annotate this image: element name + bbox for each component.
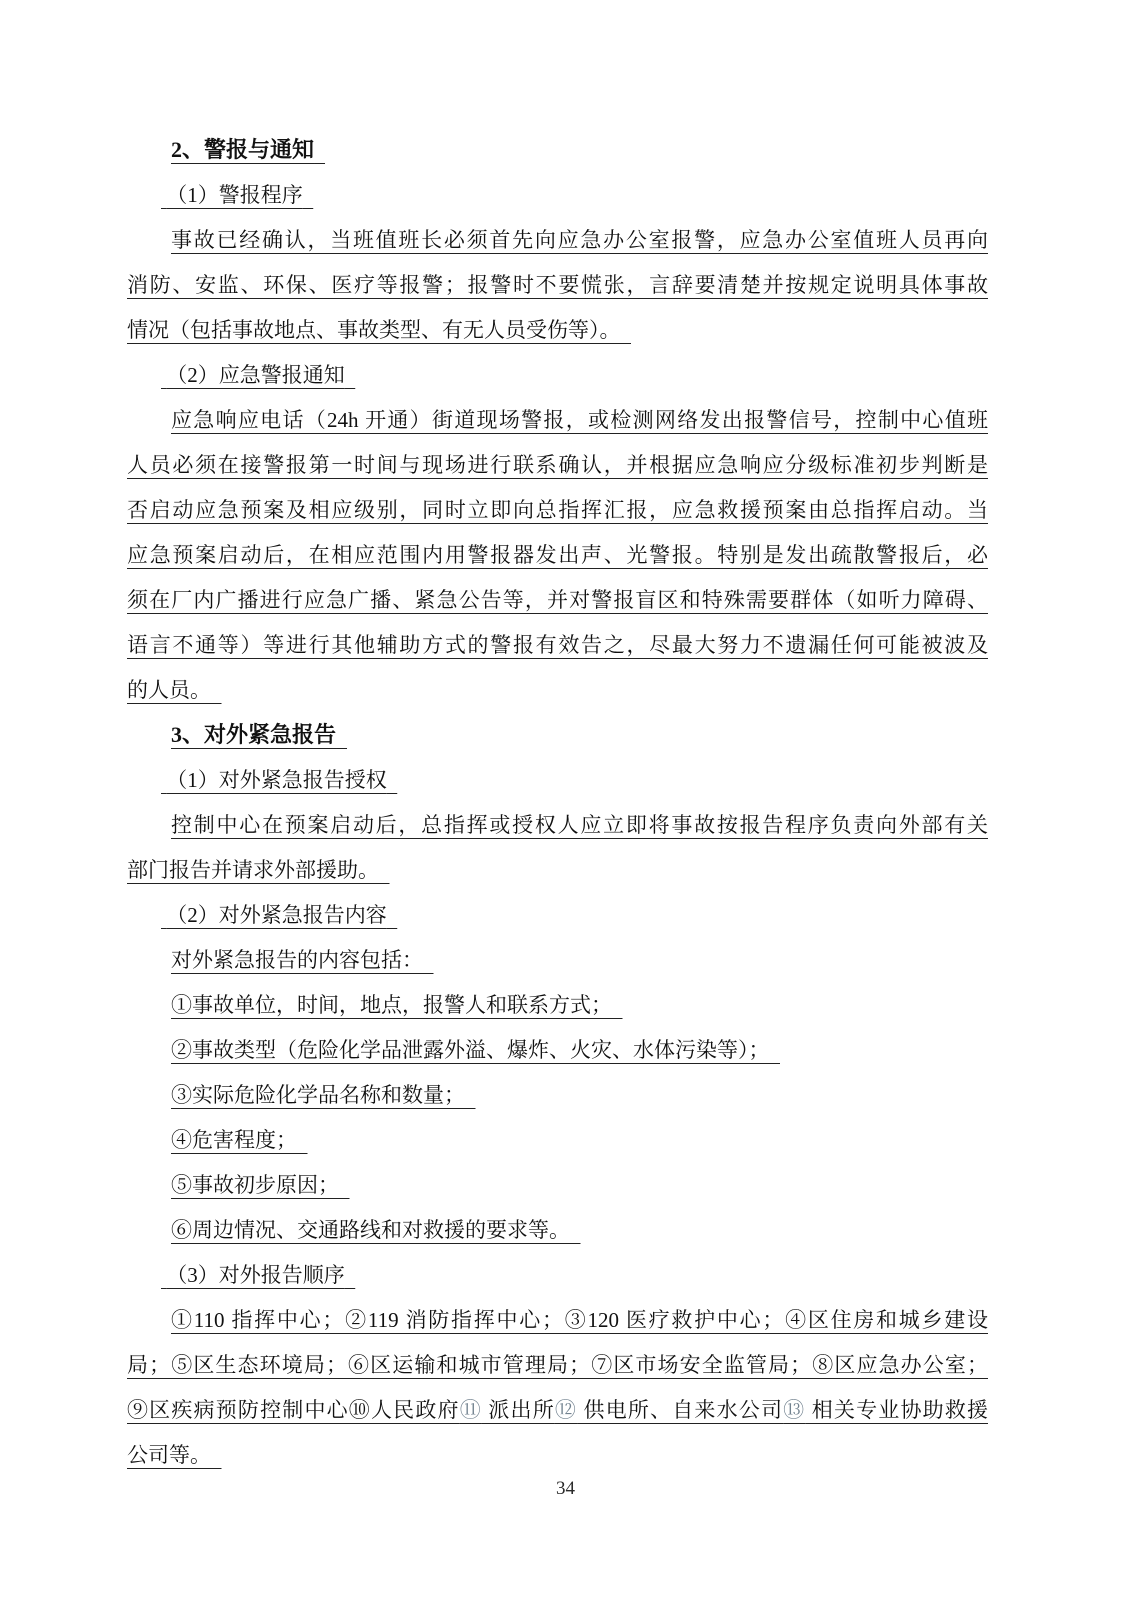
text-run: ⑥周边情况、交通路线和对救援的要求等。 [171,1218,570,1242]
subheading-report-content [127,893,988,938]
text-line [127,848,988,893]
text-run: ①110 指挥中心；②119 消防指挥中心；③120 医疗救护中心；④区住房和城乡建设 [171,1308,988,1332]
text-run: 事故已经确认，当班值班长必须首先向应急办公室报警，应急办公室值班人员再向 [171,228,988,252]
text-run: （1）警报程序 [166,183,303,207]
text-run: 须在厂内广播进行应急广播、紧急公告等，并对警报盲区和特殊需要群体（如听力障碍、 [127,588,988,612]
text-line [127,623,988,668]
text-run: ④危害程度； [171,1128,297,1152]
text-run: ③实际危险化学品名称和数量； [171,1083,465,1107]
text-line [127,803,988,848]
text-line [127,443,988,488]
text-run: 对外紧急报告的内容包括： [171,948,423,972]
subheading-alarm-procedure [127,173,988,218]
text-line [127,1343,988,1388]
text-line [127,218,988,263]
text-run: （1）对外紧急报告授权 [166,768,387,792]
text-line [127,263,988,308]
text-line [127,398,988,443]
text-run: （2）对外紧急报告内容 [166,903,387,927]
text-run: 2、警报与通知 [171,137,315,162]
text-run: 部门报告并请求外部援助。 [127,858,379,882]
text-line [127,1163,988,1208]
text-run: 派出所 [481,1398,555,1422]
text-line [127,488,988,533]
heading-alarm-and-notification [127,128,988,173]
text-line [127,533,988,578]
text-line [127,668,988,713]
text-run: 应急预案启动后，在相应范围内用警报器发出声、光警报。特别是发出疏散警报后，必 [127,543,988,567]
text-line [127,1208,988,1253]
text-line [127,1433,988,1478]
text-run: 控制中心在预案启动后，总指挥或授权人应立即将事故按报告程序负责向外部有关 [171,813,988,837]
text-run: 局；⑤区生态环境局；⑥区运输和城市管理局；⑦区市场安全监管局；⑧区应急办公室； [127,1353,988,1377]
text-run: 人员必须在接警报第一时间与现场进行联系确认，并根据应急响应分级标准初步判断是 [127,453,988,477]
subheading-report-order [127,1253,988,1298]
document-body [127,128,988,1478]
text-run: 供电所、自来水公司 [577,1398,784,1422]
text-run: 公司等。 [127,1443,211,1467]
text-line [127,308,988,353]
text-run: ⑨区疾病预防控制中心⑩人民政府 [127,1398,460,1422]
text-run: ②事故类型（危险化学品泄露外溢、爆炸、火灾、水体污染等）； [171,1038,770,1062]
text-run: 消防、安监、环保、医疗等报警；报警时不要慌张，言辞要清楚并按规定说明具体事故 [127,273,988,297]
text-run: 3、对外紧急报告 [171,722,337,747]
heading-external-emergency-report [127,713,988,758]
circled-number-alt: ⑬ [783,1398,806,1422]
text-run: 语言不通等）等进行其他辅助方式的警报有效告之，尽最大努力不遗漏任何可能被波及 [127,633,988,657]
text-run: 应急响应电话（24h 开通）街道现场警报，或检测网络发出报警信号，控制中心值班 [171,408,988,432]
circled-number-alt: ⑪ [459,1398,482,1422]
text-run: （2）应急警报通知 [166,363,345,387]
text-line [127,1073,988,1118]
text-run: 的人员。 [127,678,211,702]
subheading-report-authorization [127,758,988,803]
text-run: ⑤事故初步原因； [171,1173,339,1197]
text-run: ①事故单位，时间，地点，报警人和联系方式； [171,993,612,1017]
text-line [127,1118,988,1163]
circled-number-alt: ⑫ [554,1398,578,1422]
text-line [127,578,988,623]
text-line [127,1298,988,1343]
text-line [127,1028,988,1073]
text-run: （3）对外报告顺序 [166,1263,345,1287]
subheading-emergency-alarm-notice [127,353,988,398]
text-line [127,938,988,983]
text-run: 情况（包括事故地点、事故类型、有无人员受伤等）。 [127,318,621,342]
text-run: 否启动应急预案及相应级别，同时立即向总指挥汇报，应急救援预案由总指挥启动。当 [127,498,988,522]
text-line [127,983,988,1028]
text-line-agencies [127,1388,988,1433]
page-number: 34 [556,1478,575,1499]
text-run: 相关专业协助救援 [805,1398,988,1422]
